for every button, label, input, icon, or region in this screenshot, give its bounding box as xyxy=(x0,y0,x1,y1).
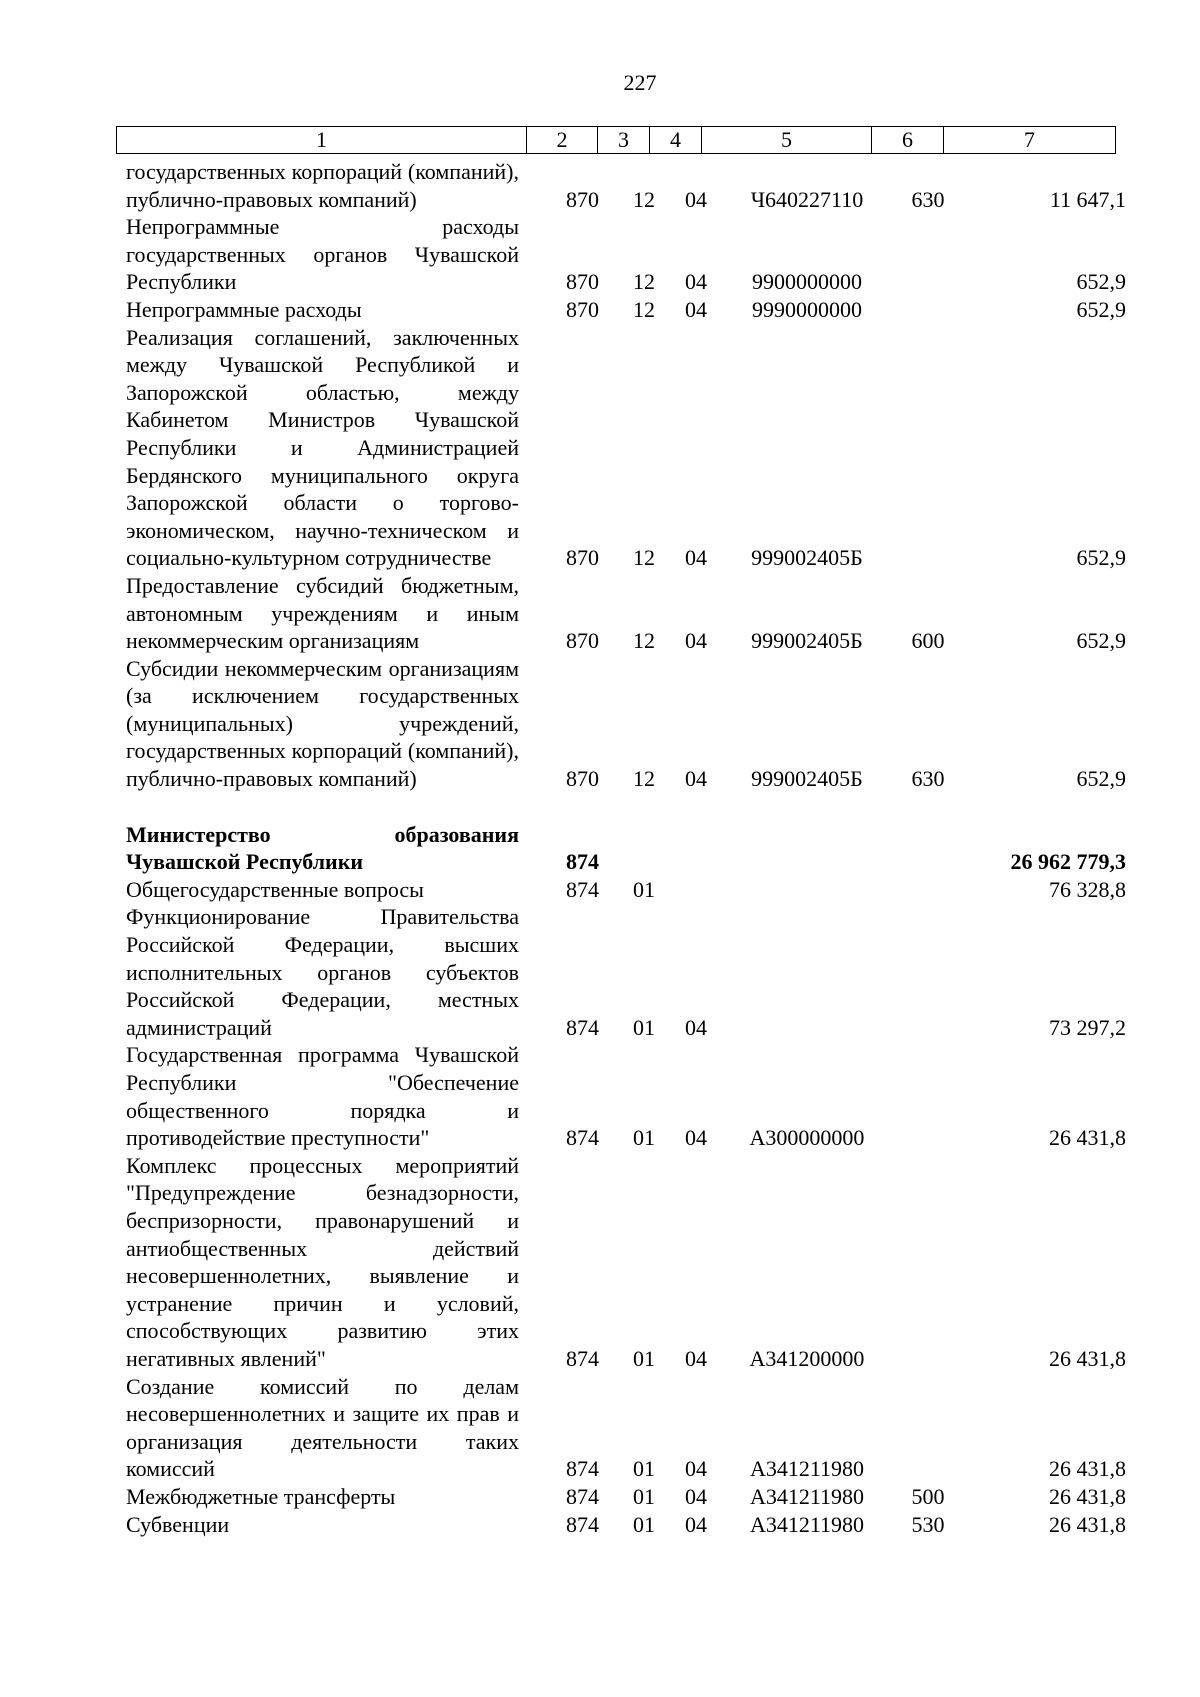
row-ministry-code: 870 xyxy=(566,766,599,792)
table-row xyxy=(126,158,1126,213)
row-target-article: А300000000 xyxy=(749,1125,865,1151)
row-expense-type: 630 xyxy=(911,766,945,792)
row-section: 01 xyxy=(633,1456,655,1482)
row-subsection: 04 xyxy=(685,186,707,212)
row-description: Субвенции xyxy=(126,1511,230,1537)
table-row xyxy=(126,213,1126,296)
table-row xyxy=(126,324,1126,572)
budget-table-body xyxy=(126,158,1126,1538)
column-header-row xyxy=(116,126,1116,154)
row-description: Создание комиссий по делам несовершеннолетних и защите их прав и организация деятельности таких комиссий xyxy=(126,1373,519,1482)
row-target-article: 999002405Б xyxy=(751,766,863,792)
header-col-3: 3 xyxy=(598,127,650,154)
table-row xyxy=(126,1152,1126,1373)
table-row xyxy=(126,1041,1126,1151)
row-section: 12 xyxy=(633,269,655,295)
header-col-1: 1 xyxy=(117,127,527,154)
row-description: Общегосударственные вопросы xyxy=(126,876,424,902)
row-section: 12 xyxy=(633,296,655,322)
row-amount: 26 431,8 xyxy=(1049,1511,1126,1537)
row-description: Государственная программа Чувашской Республики "Обеспечение общественного порядка и противодействие преступности" xyxy=(126,1042,519,1151)
row-subsection: 04 xyxy=(685,1511,707,1537)
row-description: Комплекс процессных мероприятий "Предупреждение безнадзорности, беспризорности, правонарушений и антиобщественных действий несовершеннолетних, выявление и устранение причин и условий, способствующих развитию этих негативных явлений" xyxy=(126,1152,519,1371)
row-section: 01 xyxy=(633,876,655,902)
row-target-article: 999002405Б xyxy=(751,628,863,654)
row-section: 12 xyxy=(633,545,655,571)
row-ministry-code: 874 xyxy=(566,1483,599,1509)
table-row xyxy=(126,876,1126,904)
row-description: Непрограммные расходы государственных органов Чувашской Республики xyxy=(126,214,519,295)
row-section: 01 xyxy=(633,1483,655,1509)
row-section: 01 xyxy=(633,1511,655,1537)
row-subsection: 04 xyxy=(685,766,707,792)
row-description: государственных корпораций (компаний), публично-правовых компаний) xyxy=(126,159,519,212)
row-target-article: 9990000000 xyxy=(752,296,862,322)
row-description: Министерство образования Чувашской Республики xyxy=(126,821,519,875)
row-amount: 652,9 xyxy=(1076,545,1126,571)
row-amount: 73 297,2 xyxy=(1049,1014,1126,1040)
row-amount: 26 431,8 xyxy=(1049,1345,1126,1371)
row-amount: 652,9 xyxy=(1076,269,1126,295)
row-expense-type: 530 xyxy=(911,1511,945,1537)
row-section: 01 xyxy=(633,1125,655,1151)
row-section: 12 xyxy=(633,186,655,212)
row-amount: 26 431,8 xyxy=(1049,1483,1126,1509)
row-target-article: 9900000000 xyxy=(752,269,862,295)
row-amount: 11 647,1 xyxy=(1049,186,1126,212)
row-subsection: 04 xyxy=(685,296,707,322)
row-expense-type: 500 xyxy=(911,1483,945,1509)
row-target-article: А341211980 xyxy=(749,1483,865,1509)
row-section: 12 xyxy=(633,628,655,654)
row-amount: 652,9 xyxy=(1076,628,1126,654)
row-ministry-code: 874 xyxy=(566,1345,599,1371)
row-target-article: А341211980 xyxy=(749,1511,865,1537)
row-ministry-code: 870 xyxy=(566,269,599,295)
row-ministry-code: 874 xyxy=(566,1511,599,1537)
row-section: 12 xyxy=(633,766,655,792)
row-target-article: 999002405Б xyxy=(751,545,863,571)
row-amount: 76 328,8 xyxy=(1049,876,1126,902)
row-amount: 652,9 xyxy=(1076,766,1126,792)
header-col-6: 6 xyxy=(872,127,944,154)
table-row xyxy=(126,903,1126,1041)
table-row xyxy=(126,572,1126,655)
row-expense-type: 600 xyxy=(911,628,945,654)
row-ministry-code: 870 xyxy=(566,296,599,322)
row-amount: 26 431,8 xyxy=(1049,1456,1126,1482)
page-number: 227 xyxy=(623,70,657,95)
table-row xyxy=(126,1511,1126,1539)
row-section: 01 xyxy=(633,1345,655,1371)
row-subsection: 04 xyxy=(685,545,707,571)
row-description: Субсидии некоммерческим организациям (за исключением государственных (муниципальных) учреждений, государственных корпораций (компаний), публично-правовых компаний) xyxy=(126,655,519,792)
row-target-article: А341211980 xyxy=(749,1456,865,1482)
row-amount: 26 431,8 xyxy=(1049,1125,1126,1151)
ministry-total-row xyxy=(126,821,1126,876)
header-col-4: 4 xyxy=(650,127,702,154)
row-subsection: 04 xyxy=(685,1345,707,1371)
row-subsection: 04 xyxy=(685,1014,707,1040)
table-row xyxy=(126,296,1126,324)
table-row xyxy=(126,1483,1126,1511)
row-ministry-code: 874 xyxy=(566,1125,599,1151)
row-expense-type: 630 xyxy=(911,186,945,212)
table-row xyxy=(126,655,1126,793)
row-subsection: 04 xyxy=(685,628,707,654)
row-ministry-code: 870 xyxy=(566,186,599,212)
table-row xyxy=(126,1373,1126,1483)
row-amount: 652,9 xyxy=(1076,296,1126,322)
row-target-article: А341200000 xyxy=(749,1345,865,1371)
row-section: 01 xyxy=(633,1014,655,1040)
row-ministry-code: 874 xyxy=(566,876,599,902)
row-ministry-code: 874 xyxy=(566,849,599,875)
row-ministry-code: 870 xyxy=(566,545,599,571)
row-description: Реализация соглашений, заключенных между Чувашской Республикой и Запорожской областью, между Кабинетом Министров Чувашской Республики и Администрацией Бердянского муниципального округа Запорожской области о торгово-экономическом, научно-техническом и социально-культурном сотрудничестве xyxy=(126,324,519,571)
row-description: Межбюджетные трансферты xyxy=(126,1483,396,1509)
header-col-7: 7 xyxy=(944,127,1116,154)
row-subsection: 04 xyxy=(685,1483,707,1509)
row-amount: 26 962 779,3 xyxy=(1010,849,1126,875)
row-subsection: 04 xyxy=(685,1456,707,1482)
row-target-article: Ч640227110 xyxy=(750,186,864,212)
row-description: Предоставление субсидий бюджетным, автономным учреждениям и иным некоммерческим организациям xyxy=(126,572,519,654)
row-ministry-code: 874 xyxy=(566,1456,599,1482)
header-col-5: 5 xyxy=(702,127,872,154)
row-description: Функционирование Правительства Российской Федерации, высших исполнительных органов субъектов Российской Федерации, местных администраций xyxy=(126,904,519,1040)
row-subsection: 04 xyxy=(685,269,707,295)
row-subsection: 04 xyxy=(685,1125,707,1151)
row-ministry-code: 870 xyxy=(566,628,599,654)
row-description: Непрограммные расходы xyxy=(126,296,362,322)
header-col-2: 2 xyxy=(527,127,598,154)
row-ministry-code: 874 xyxy=(566,1014,599,1040)
